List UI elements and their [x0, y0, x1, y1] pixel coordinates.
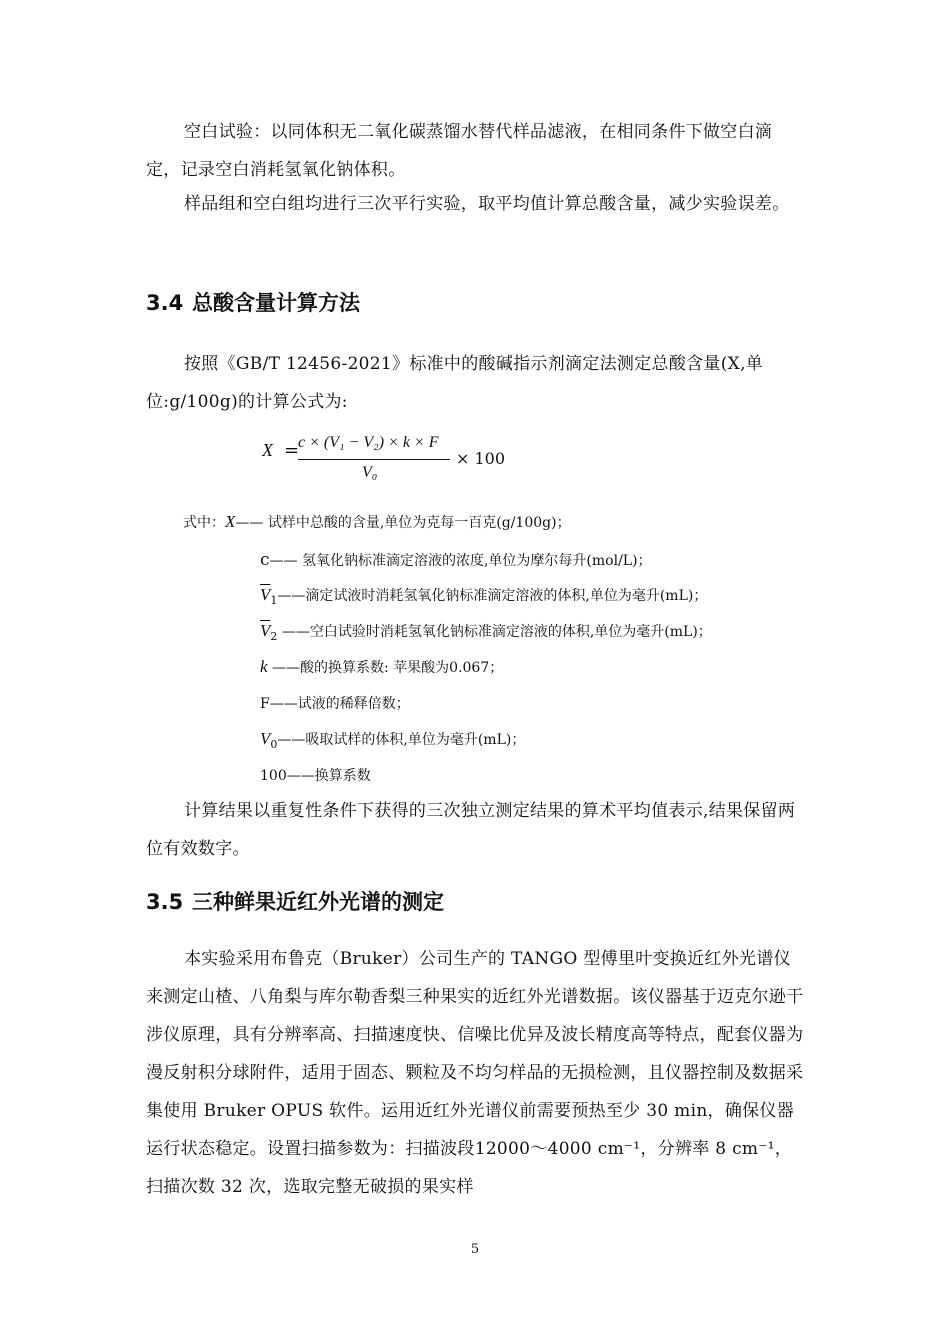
legend-text: ——滴定试液时消耗氢氧化钠标准滴定溶液的体积,单位为毫升(mL)； — [277, 588, 708, 604]
formula-lhs: X — [262, 440, 273, 460]
legend-row-f — [260, 694, 410, 714]
legend-symbol: k — [260, 657, 268, 676]
legend-symbol: c — [260, 550, 270, 570]
legend-text: —— 试样中总酸的含量,单位为克每一百克(g/100g)； — [235, 515, 571, 531]
legend-text: —— 氢氧化钠标准滴定溶液的浓度,单位为摩尔每升(mol/L)； — [269, 553, 652, 569]
section-heading-3-4 — [146, 287, 360, 317]
legend-text: ——试液的稀释倍数； — [269, 696, 410, 712]
legend-row-x — [183, 512, 571, 533]
legend-text: ——换算系数 — [286, 768, 371, 784]
formula-denominator: V₀ — [362, 464, 378, 481]
legend-symbol: X — [225, 512, 236, 531]
page-number: 5 — [470, 1242, 480, 1257]
legend-subscript: 0 — [270, 737, 278, 751]
legend-row-c — [260, 550, 652, 571]
legend-text: ——空白试验时消耗氢氧化钠标准滴定溶液的体积,单位为毫升(mL)； — [277, 624, 712, 640]
formula-equals: = — [284, 440, 300, 461]
legend-row-v1 — [260, 585, 707, 611]
legend-subscript: 2 — [270, 629, 278, 643]
legend-symbol: V — [260, 729, 271, 748]
legend-prefix: 式中： — [183, 515, 225, 531]
section-title: 总酸含量计算方法 — [192, 291, 360, 315]
paragraph-method-intro: 按照《GB/T 12456-2021》标准中的酸碱指示剂滴定法测定总酸含量(X,单位:g/100g)的计算公式为: — [146, 354, 764, 412]
legend-row-100 — [260, 766, 371, 786]
section-number: 3.4 — [146, 291, 184, 315]
legend-row-v0 — [260, 729, 525, 755]
total-acid-formula — [262, 428, 522, 494]
section-title: 三种鲜果近红外光谱的测定 — [192, 890, 444, 914]
legend-symbol: $\overline{V}$ — [260, 585, 271, 604]
section-heading-3-5 — [146, 886, 444, 916]
legend-text: ——吸取试样的体积,单位为毫升(mL)； — [277, 732, 526, 748]
legend-subscript: 1 — [270, 593, 278, 607]
paragraph-result-note: 计算结果以重复性条件下获得的三次独立测定结果的算术平均值表示,结果保留两位有效数字。 — [146, 801, 796, 859]
legend-row-v2 — [260, 621, 712, 647]
legend-symbol: 100 — [260, 768, 287, 784]
formula-multiplier: × 100 — [456, 449, 506, 468]
fraction-bar — [298, 459, 450, 460]
legend-row-k — [260, 657, 503, 678]
formula-numerator: c × (V₁ − V₂) × k × F — [298, 434, 439, 451]
legend-symbol: $\overline{V}$ — [260, 621, 271, 640]
paragraph-replicates: 样品组和空白组均进行三次平行实验，取平均值计算总酸含量，减少实验误差。 — [184, 194, 790, 214]
paragraph-nir-method: 本实验采用布鲁克（Bruker）公司生产的 TANGO 型傅里叶变换近红外光谱仪来测定山楂、八角梨与库尔勒香梨三种果实的近红外光谱数据。该仪器基于迈克尔逊干涉仪原理，具有分辨率高、扫描速度快、信噪比优异及波长精度高等特点，配套仪器为漫反射积分球附件，适用于固态、颗粒及不均匀样品的无损检测，且仪器控制及数据采集使用 Bruker OPUS 软件。运用近红外光谱仪前需要预热至少 30 min，确保仪器运行状态稳定。设置扫描参数为：扫描波段12000～4000 cm⁻¹，分辨率 8 cm⁻¹，扫描次数 32 次，选取完整无破损的果实样 — [146, 949, 804, 1197]
legend-symbol: F — [260, 696, 270, 712]
paragraph-blank-test: 空白试验：以同体积无二氧化碳蒸馏水替代样品滤液，在相同条件下做空白滴定，记录空白消耗氢氧化钠体积。 — [146, 122, 773, 180]
legend-text: ——酸的换算系数: 苹果酸为0.067； — [267, 660, 504, 676]
section-number: 3.5 — [146, 890, 184, 914]
